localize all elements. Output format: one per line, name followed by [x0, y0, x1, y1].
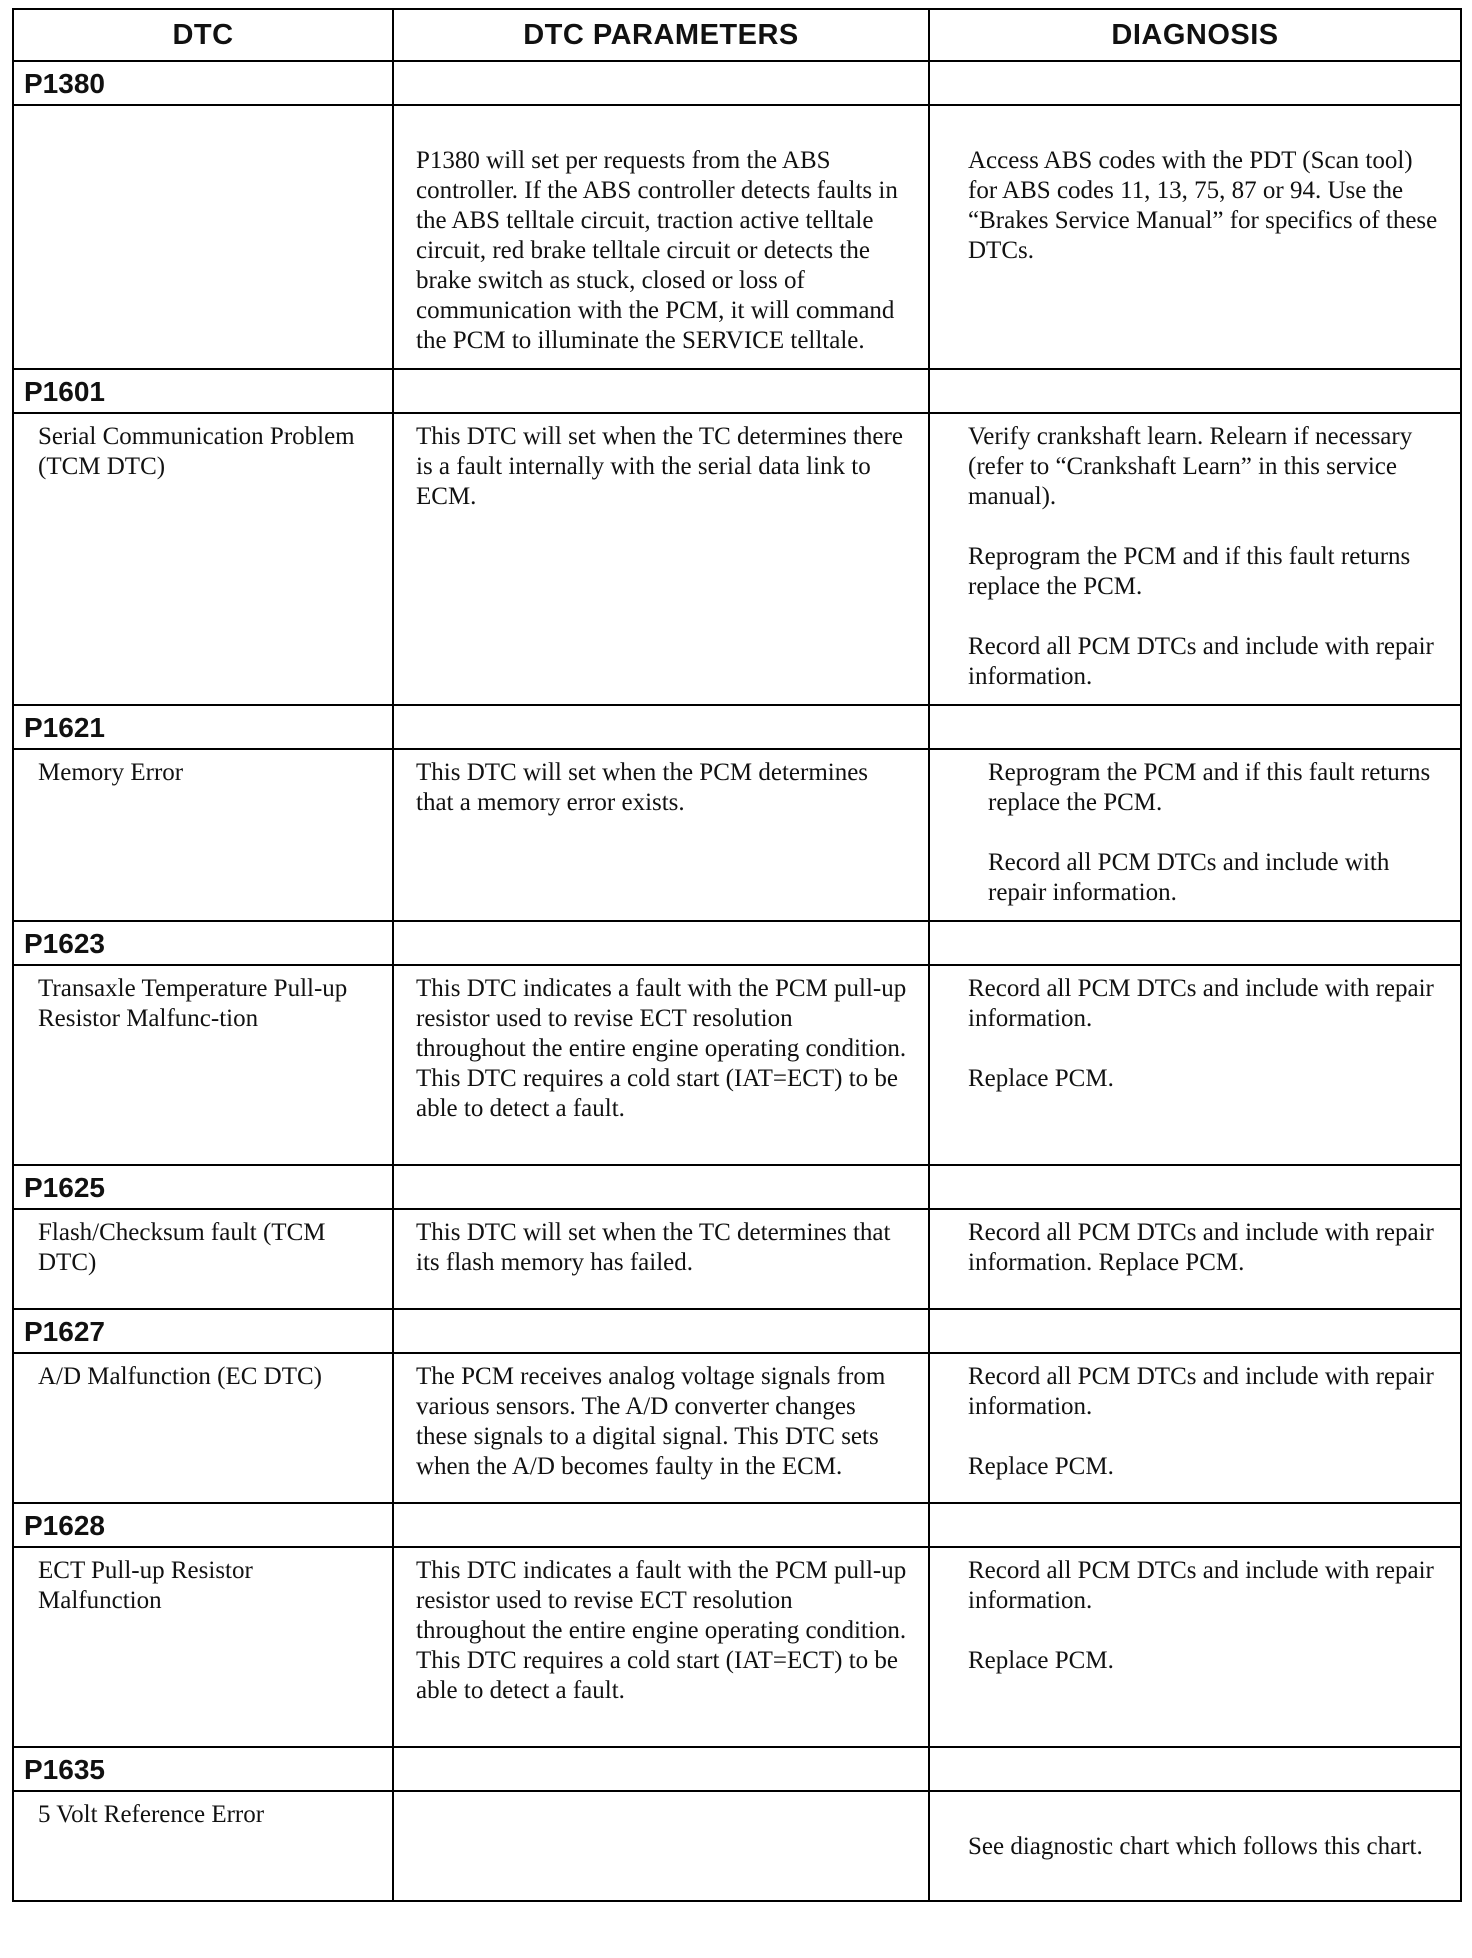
- dtc-code: P1635: [24, 1754, 105, 1785]
- diagnosis-paragraph: See diagnostic chart which follows this chart.: [968, 1833, 1423, 1860]
- dtc-parameters-cell: [393, 105, 929, 369]
- dtc-description-cell: [13, 749, 393, 921]
- dtc-code: P1627: [24, 1316, 105, 1347]
- params-spacer-cell: [393, 61, 929, 105]
- dtc-diagnosis-cell: [929, 749, 1461, 921]
- table-row: [13, 1503, 1461, 1547]
- diagnosis-paragraph: Record all PCM DTCs and include with repair information. Replace PCM.: [968, 1219, 1434, 1276]
- params-spacer-cell: [393, 1309, 929, 1353]
- dtc-code-cell: [13, 1165, 393, 1209]
- dtc-code: P1623: [24, 928, 105, 959]
- dtc-parameters: This DTC will set when the PCM determines that a memory error exists.: [416, 759, 869, 816]
- dtc-code-cell: [13, 1503, 393, 1547]
- header-diagnosis: DIAGNOSIS: [929, 9, 1461, 61]
- dtc-code: P1601: [24, 376, 105, 407]
- diagnosis-spacer-cell: [929, 921, 1461, 965]
- dtc-parameters: [394, 1792, 928, 1812]
- table-row: [13, 369, 1461, 413]
- dtc-parameters: This DTC will set when the TC determines there is a fault internally with the serial data link to ECM.: [416, 423, 903, 510]
- dtc-description-cell: [13, 1791, 393, 1901]
- dtc-parameters: This DTC indicates a fault with the PCM pull-up resistor used to revise ECT resolution throughout the entire engine operating condition. This DTC requires a cold start (IAT=ECT) to be able to detect a fault.: [416, 975, 907, 1122]
- diagnosis-spacer-cell: [929, 1747, 1461, 1791]
- header-dtc-parameters: DTC PARAMETERS: [393, 9, 929, 61]
- dtc-diagnosis: [930, 414, 1460, 704]
- diagnosis-paragraph: Replace PCM.: [968, 1647, 1114, 1674]
- params-spacer-cell: [393, 1165, 929, 1209]
- dtc-code-cell: [13, 1747, 393, 1791]
- dtc-code-cell: [13, 705, 393, 749]
- table-row: [13, 749, 1461, 921]
- diagnosis-paragraph: Verify crankshaft learn. Relearn if necessary (refer to “Crankshaft Learn” in this service manual).: [968, 423, 1413, 510]
- dtc-description-cell: [13, 413, 393, 705]
- dtc-description: Memory Error: [38, 759, 184, 786]
- diagnosis-paragraph: Access ABS codes with the PDT (Scan tool) for ABS codes 11, 13, 75, 87 or 94. Use the “Brakes Service Manual” for specifics of these DTCs.: [968, 147, 1438, 264]
- dtc-parameters-cell: [393, 749, 929, 921]
- diagnosis-spacer-cell: [929, 1165, 1461, 1209]
- params-spacer-cell: [393, 1747, 929, 1791]
- dtc-parameters-cell: [393, 413, 929, 705]
- table-row: [13, 1309, 1461, 1353]
- dtc-parameters: This DTC will set when the TC determines that its flash memory has failed.: [416, 1219, 891, 1276]
- dtc-diagnosis: [930, 750, 1460, 920]
- table-row: [13, 1209, 1461, 1309]
- params-spacer-cell: [393, 705, 929, 749]
- params-spacer-cell: [393, 1503, 929, 1547]
- dtc-code-cell: [13, 369, 393, 413]
- diagnosis-spacer-cell: [929, 705, 1461, 749]
- dtc-diagnosis: [930, 1792, 1460, 1874]
- dtc-diagnosis-cell: [929, 1791, 1461, 1901]
- dtc-description-cell: [13, 1547, 393, 1747]
- dtc-diagnosis: [930, 1548, 1460, 1688]
- diagnosis-paragraph: Record all PCM DTCs and include with repair information.: [988, 849, 1390, 906]
- diagnosis-spacer-cell: [929, 1309, 1461, 1353]
- diagnosis-paragraph: Replace PCM.: [968, 1065, 1114, 1092]
- params-spacer-cell: [393, 921, 929, 965]
- dtc-description: Transaxle Temperature Pull-up Resistor Malfunc-tion: [38, 975, 348, 1032]
- dtc-description-cell: [13, 1209, 393, 1309]
- params-spacer-cell: [393, 369, 929, 413]
- dtc-diagnosis-cell: [929, 413, 1461, 705]
- diagnosis-paragraph: Reprogram the PCM and if this fault returns replace the PCM.: [988, 759, 1431, 816]
- table-row: [13, 965, 1461, 1165]
- dtc-diagnosis-cell: [929, 1209, 1461, 1309]
- table-row: [13, 1747, 1461, 1791]
- dtc-diagnosis-cell: [929, 965, 1461, 1165]
- table-row: [13, 921, 1461, 965]
- dtc-diagnosis: [930, 106, 1460, 278]
- dtc-code: P1380: [24, 68, 105, 99]
- table-row: [13, 413, 1461, 705]
- dtc-code: P1628: [24, 1510, 105, 1541]
- diagnosis-paragraph: Record all PCM DTCs and include with repair information.: [968, 633, 1434, 690]
- dtc-table: [12, 8, 1462, 1902]
- dtc-parameters-cell: [393, 1209, 929, 1309]
- dtc-parameters-cell: [393, 1547, 929, 1747]
- dtc-description: Flash/Checksum fault (TCM DTC): [38, 1219, 326, 1276]
- diagnosis-paragraph: Record all PCM DTCs and include with repair information.: [968, 1557, 1434, 1614]
- diagnosis-spacer-cell: [929, 1503, 1461, 1547]
- dtc-diagnosis-cell: [929, 105, 1461, 369]
- dtc-parameters-cell: [393, 1353, 929, 1503]
- dtc-code: P1625: [24, 1172, 105, 1203]
- table-row: [13, 1791, 1461, 1901]
- dtc-description: [14, 106, 392, 126]
- dtc-code-cell: [13, 61, 393, 105]
- dtc-description-cell: [13, 1353, 393, 1503]
- diagnosis-paragraph: Record all PCM DTCs and include with repair information.: [968, 1363, 1434, 1420]
- dtc-diagnosis: [930, 1354, 1460, 1494]
- dtc-parameters: This DTC indicates a fault with the PCM pull-up resistor used to revise ECT resolution throughout the entire engine operating condition. This DTC requires a cold start (IAT=ECT) to be able to detect a fault.: [416, 1557, 907, 1704]
- table-row: [13, 61, 1461, 105]
- dtc-diagnosis: [930, 966, 1460, 1106]
- dtc-description: ECT Pull-up Resistor Malfunction: [38, 1557, 253, 1614]
- dtc-description: Serial Communication Problem (TCM DTC): [38, 423, 355, 480]
- dtc-diagnosis-cell: [929, 1547, 1461, 1747]
- diagnosis-spacer-cell: [929, 61, 1461, 105]
- dtc-diagnosis: [930, 1210, 1460, 1290]
- dtc-parameters: The PCM receives analog voltage signals from various sensors. The A/D converter changes these signals to a digital signal. This DTC sets when the A/D becomes faulty in the ECM.: [416, 1363, 886, 1480]
- table-body: [13, 61, 1461, 1901]
- dtc-description: A/D Malfunction (EC DTC): [38, 1363, 322, 1390]
- table-row: [13, 1353, 1461, 1503]
- table-row: [13, 705, 1461, 749]
- dtc-parameters-cell: [393, 1791, 929, 1901]
- dtc-description-cell: [13, 105, 393, 369]
- diagnosis-paragraph: Replace PCM.: [968, 1453, 1114, 1480]
- table-row: [13, 1165, 1461, 1209]
- dtc-code: P1621: [24, 712, 105, 743]
- header-row: [13, 9, 1461, 61]
- diagnosis-spacer-cell: [929, 369, 1461, 413]
- diagnosis-paragraph: Reprogram the PCM and if this fault returns replace the PCM.: [968, 543, 1411, 600]
- table-row: [13, 1547, 1461, 1747]
- dtc-description-cell: [13, 965, 393, 1165]
- table-row: [13, 105, 1461, 369]
- diagnosis-paragraph: Record all PCM DTCs and include with repair information.: [968, 975, 1434, 1032]
- dtc-code-cell: [13, 921, 393, 965]
- header-dtc: DTC: [13, 9, 393, 61]
- dtc-diagnosis-cell: [929, 1353, 1461, 1503]
- dtc-parameters: P1380 will set per requests from the ABS controller. If the ABS controller detects faults in the ABS telltale circuit, traction active telltale circuit, red brake telltale circuit or detects the brake switch as stuck, closed or loss of communication with the PCM, it will command the PCM to illuminate the SERVICE telltale.: [416, 147, 898, 354]
- dtc-code-cell: [13, 1309, 393, 1353]
- dtc-description: 5 Volt Reference Error: [38, 1801, 265, 1828]
- dtc-parameters-cell: [393, 965, 929, 1165]
